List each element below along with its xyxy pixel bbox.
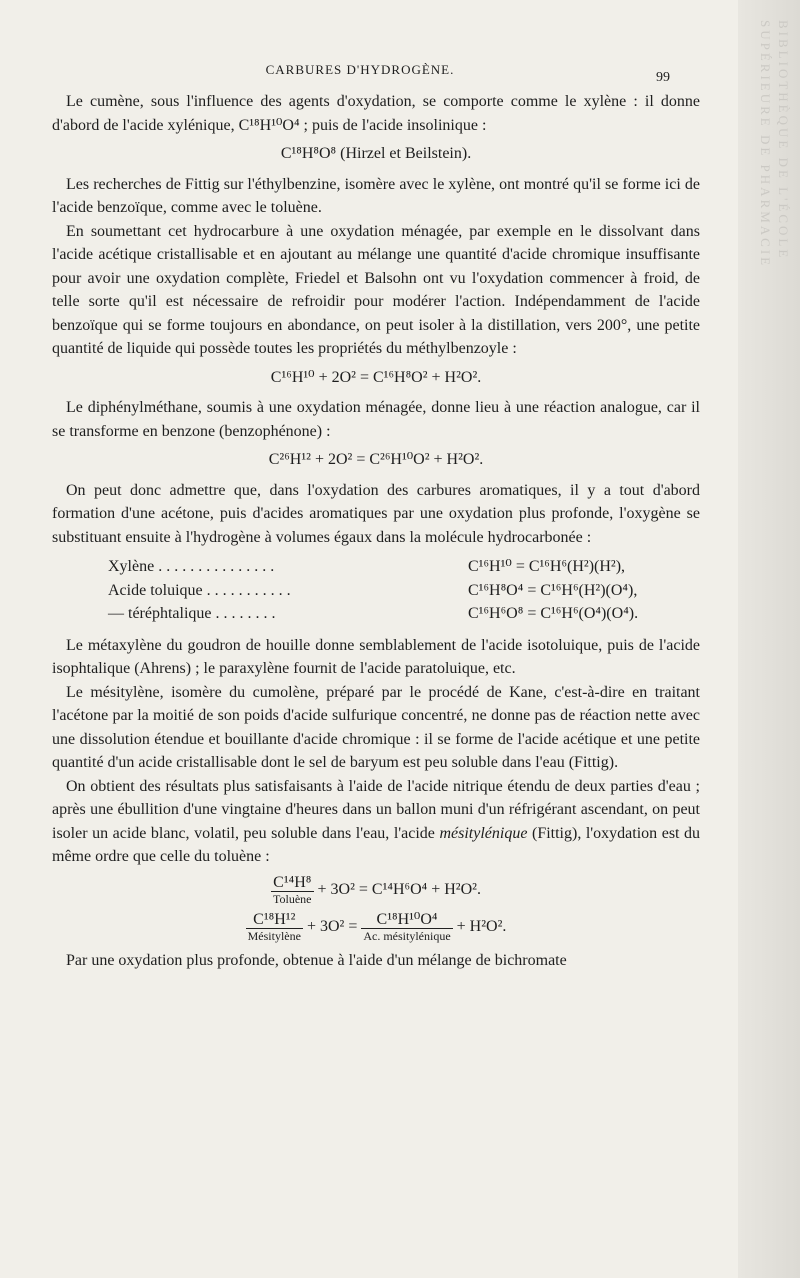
text-span: (Fittig), l'oxydation est du même ordre que celle du toluène : — [52, 824, 701, 865]
compound-name: Xylène . . . . . . . . . . . . . . . — [108, 558, 275, 575]
paragraph: Par une oxydation plus profonde, obtenue à l'aide d'un mélange de bichromate — [66, 951, 567, 969]
text-span: On obtient des résultats plus satisfaisants à l'aide de l'acide nitrique étendu de deux parties d'eau ; après une ébullition d'une vingtaine d'heures dans un ballon muni d'un réfrigérant ascendant, on peut isoler un acide blanc, volatil, peu soluble dans l'eau, l'acide — [52, 777, 700, 842]
paragraph: Le mésitylène, isomère du cumolène, préparé par le procédé de Kane, c'est-à-dire en traitant l'acétone par la moitié de son poids d'acide sulfurique concentré, ne donne pas de réaction nette avec une dissolution étendue et bouillante d'acide chromique : il se forme de l'acide acétique et une petite quantité d'un acide cristallisable dont le sel de baryum est peu soluble dans l'eau (Fittig). — [52, 683, 700, 771]
fraction — [271, 875, 313, 906]
formula: C²⁶H¹² + 2O² = C²⁶H¹⁰O² + H²O². — [268, 451, 484, 468]
page-edge — [738, 0, 800, 1278]
compound-formula: C¹⁶H⁸O⁴ = C¹⁶H⁶(H²)(O⁴), — [468, 581, 638, 599]
paragraph: Le cumène, sous l'influence des agents d'oxydation, se comporte comme le xylène : il donne d'abord de l'acide xylénique, C¹⁸H¹⁰O⁴ ; puis de l'acide insolinique : — [52, 93, 700, 134]
reaction-rest: + 3O² = C¹⁴H⁶O⁴ + H²O². — [317, 880, 481, 898]
reaction-rest: + H²O². — [456, 917, 507, 935]
fraction-label: Mésitylène — [247, 928, 301, 943]
body-text — [52, 90, 700, 972]
fraction-numerator: C¹⁸H¹² — [253, 910, 296, 928]
fraction-numerator: C¹⁸H¹⁰O⁴ — [376, 910, 438, 928]
paragraph: Les recherches de Fittig sur l'éthylbenzine, isomère avec le xylène, ont montré qu'il se forme ici de l'acide benzoïque, comme avec le toluène. — [52, 175, 700, 216]
fraction — [246, 912, 303, 943]
fraction-numerator: C¹⁴H⁸ — [273, 873, 312, 891]
compound-name: — téréphtalique . . . . . . . . — [108, 605, 276, 622]
paragraph: Le diphénylméthane, soumis à une oxydation ménagée, donne lieu à une réaction analogue, car il se transforme en benzone (benzophénone) : — [52, 399, 700, 440]
fraction-label: Toluène — [273, 891, 312, 906]
reaction-mid: + 3O² = — [306, 917, 358, 935]
compound-name: Acide toluique . . . . . . . . . . . — [108, 581, 291, 599]
table-row — [52, 555, 638, 579]
table-row — [52, 602, 638, 626]
paragraph: On peut donc admettre que, dans l'oxydation des carbures aromatiques, il y a tout d'abord formation d'une acétone, puis d'acides aromatiques par une oxydation plus profonde, l'oxygène se substituant ensuite à l'hydrogène à volumes égaux dans la molécule hydrocarbonée : — [52, 481, 700, 546]
paragraph: En soumettant cet hydrocarbure à une oxydation ménagée, par exemple en le dissolvant dans l'acide acétique cristallisable et en ajoutant au mélange une quantité d'acide chromique insuffisante pour avoir une oxydation complète, Friedel et Balsohn ont vu l'oxydation commencer à froid, de telle sorte qu'il est nécessaire de refroidir pour modérer l'action. Indépendamment de l'acide benzoïque qui se forme toujours en abondance, on peut isoler à la distillation, vers 200°, une petite quantité de liquide qui possède toutes les propriétés du méthylbenzoyle : — [52, 222, 700, 357]
fraction — [361, 912, 452, 943]
running-header: CARBURES D'HYDROGÈNE. — [265, 62, 455, 77]
reaction-mesitylene — [52, 912, 700, 943]
formula: C¹⁶H¹⁰ + 2O² = C¹⁶H⁸O² + H²O². — [270, 368, 482, 386]
italic-term: mésitylénique — [439, 824, 528, 842]
formula: C¹⁸H⁸O⁸ (Hirzel et Beilstein). — [280, 145, 472, 162]
page-number: 99 — [656, 70, 670, 85]
fraction-label: Ac. mésitylénique — [363, 928, 451, 943]
library-stamp: BIBLIOTHÈQUE DE L'ÉCOLE SUPÉRIEURE DE PHARMACIE — [758, 20, 791, 269]
compound-formula: C¹⁶H¹⁰ = C¹⁶H⁶(H²)(H²), — [468, 558, 626, 575]
paragraph: Le métaxylène du goudron de houille donne semblablement de l'acide isotoluique, puis de l'acide isophtalique (Ahrens) ; le paraxylène fournit de l'acide paratoluique, etc. — [52, 636, 700, 677]
paragraph — [52, 775, 700, 869]
reaction-toluene — [52, 875, 700, 906]
compound-formula: C¹⁶H⁶O⁸ = C¹⁶H⁶(O⁴)(O⁴). — [468, 605, 639, 622]
table-row — [52, 579, 638, 603]
equivalence-table — [52, 555, 638, 626]
